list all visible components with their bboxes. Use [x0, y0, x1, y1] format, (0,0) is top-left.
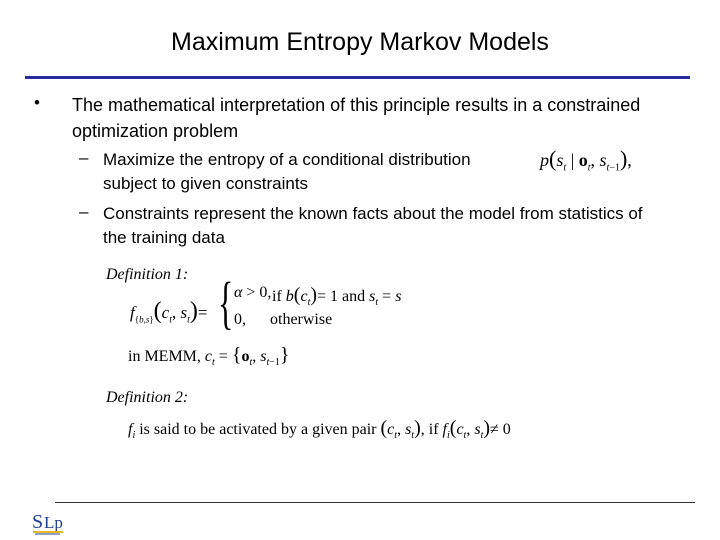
conditional-distribution-formula: $p(s_t$ | $o_t$, $s_{t-1}$), [540, 146, 632, 174]
slide-title: Maximum Entropy Markov Models [171, 28, 549, 56]
sub-bullet-1-cont: subject to given constraints [103, 174, 309, 193]
footer-rule [55, 502, 695, 503]
main-bullet-text: The mathematical interpretation of this principle results in a constrained optimization problem [72, 95, 641, 141]
bullet-point-icon: • [34, 93, 40, 112]
slp-logo-icon [30, 506, 66, 536]
title-underline [25, 76, 690, 79]
definition-2-formula: $f_i$ is said to be activated by a given pair ($c_t$, $s_t$), if $f_i(c_t$, $s_t)\ne 0$ [128, 417, 511, 442]
sub-bullet-1-text: Maximize the entropy of a conditional distribution [103, 150, 471, 169]
svg-text:Lp: Lp [44, 513, 63, 532]
definition-1-label: Definition 1: [106, 266, 189, 283]
sub-bullet-dash: – [79, 202, 89, 221]
sub-bullet-dash: – [79, 148, 89, 167]
definition-2-label: Definition 2: [106, 389, 189, 406]
sub-bullet-2: Constraints represent the known facts about the model from statistics of the training data [103, 204, 643, 247]
svg-text:S: S [32, 511, 44, 533]
